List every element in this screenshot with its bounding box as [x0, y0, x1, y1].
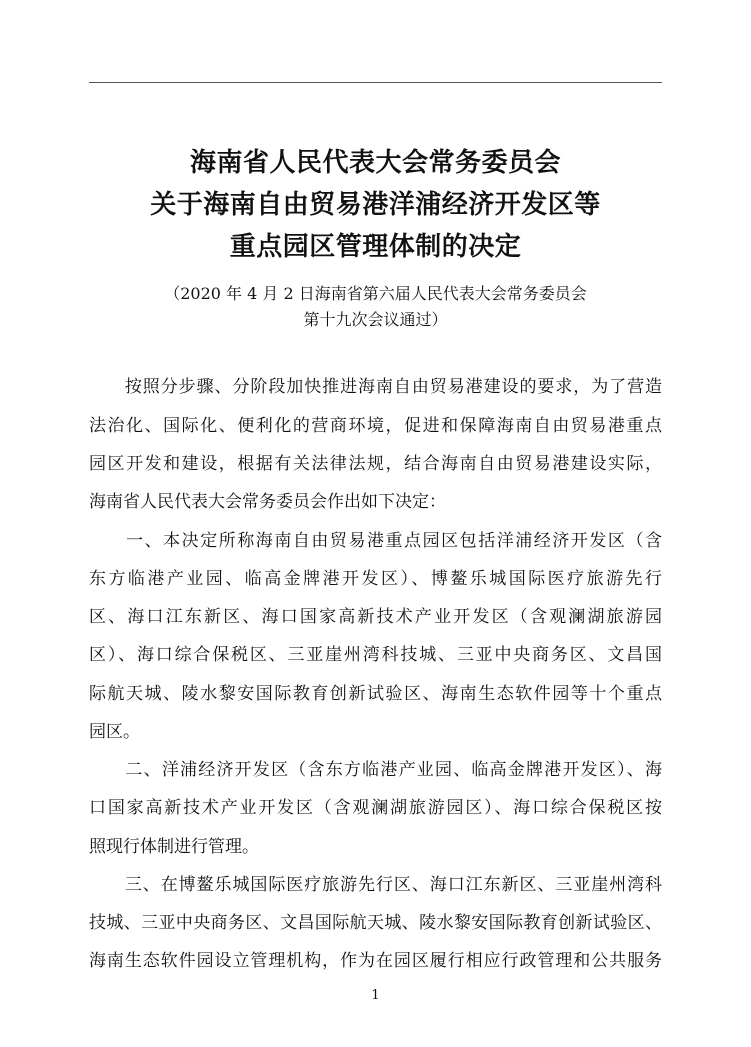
document-title-line-1: 海南省人民代表大会常务委员会 [189, 148, 561, 178]
body-line-13: 照现行体制进行管理。 [89, 837, 259, 857]
document-title-line-3: 重点园区管理体制的决定 [229, 232, 522, 262]
header-rule [89, 82, 662, 83]
body-line-12: 口国家高新技术产业开发区（含观澜湖旅游园区）、海口综合保税区按 [89, 798, 662, 818]
body-line-4: 海南省人民代表大会常务委员会作出如下决定： [89, 492, 446, 512]
body-line-15: 技城、三亚中央商务区、文昌国际航天城、陵水黎安国际教育创新试验区、 [89, 913, 662, 933]
body-line-16: 海南生态软件园设立管理机构，作为在园区履行相应行政管理和公共服务 [89, 951, 662, 971]
body-line-14: 三、在博鳌乐城国际医疗旅游先行区、海口江东新区、三亚崖州湾科 [89, 875, 662, 895]
body-line-9: 际航天城、陵水黎安国际教育创新试验区、海南生态软件园等十个重点 [89, 684, 662, 704]
body-line-10: 园区。 [89, 722, 140, 742]
adoption-note-line-1: （2020 年 4 月 2 日海南省第六届人民代表大会常务委员会 [164, 284, 587, 303]
body-line-5: 一、本决定所称海南自由贸易港重点园区包括洋浦经济开发区（含 [89, 531, 662, 551]
body-line-3: 园区开发和建设，根据有关法律法规，结合海南自由贸易港建设实际， [89, 454, 662, 474]
body-line-6: 东方临港产业园、临高金牌港开发区）、博鳌乐城国际医疗旅游先行 [89, 569, 662, 589]
page-number: 1 [371, 988, 380, 1003]
body-line-11: 二、洋浦经济开发区（含东方临港产业园、临高金牌港开发区）、海 [89, 760, 662, 780]
body-line-8: 区）、海口综合保税区、三亚崖州湾科技城、三亚中央商务区、文昌国 [89, 645, 662, 665]
body-line-1: 按照分步骤、分阶段加快推进海南自由贸易港建设的要求，为了营造 [89, 377, 662, 397]
adoption-note-line-2: 第十九次会议通过） [303, 310, 448, 329]
body-line-2: 法治化、国际化、便利化的营商环境，促进和保障海南自由贸易港重点 [89, 416, 662, 436]
document-title-line-2: 关于海南自由贸易港洋浦经济开发区等 [150, 190, 601, 220]
body-line-7: 区、海口江东新区、海口国家高新技术产业开发区（含观澜湖旅游园 [89, 607, 662, 627]
